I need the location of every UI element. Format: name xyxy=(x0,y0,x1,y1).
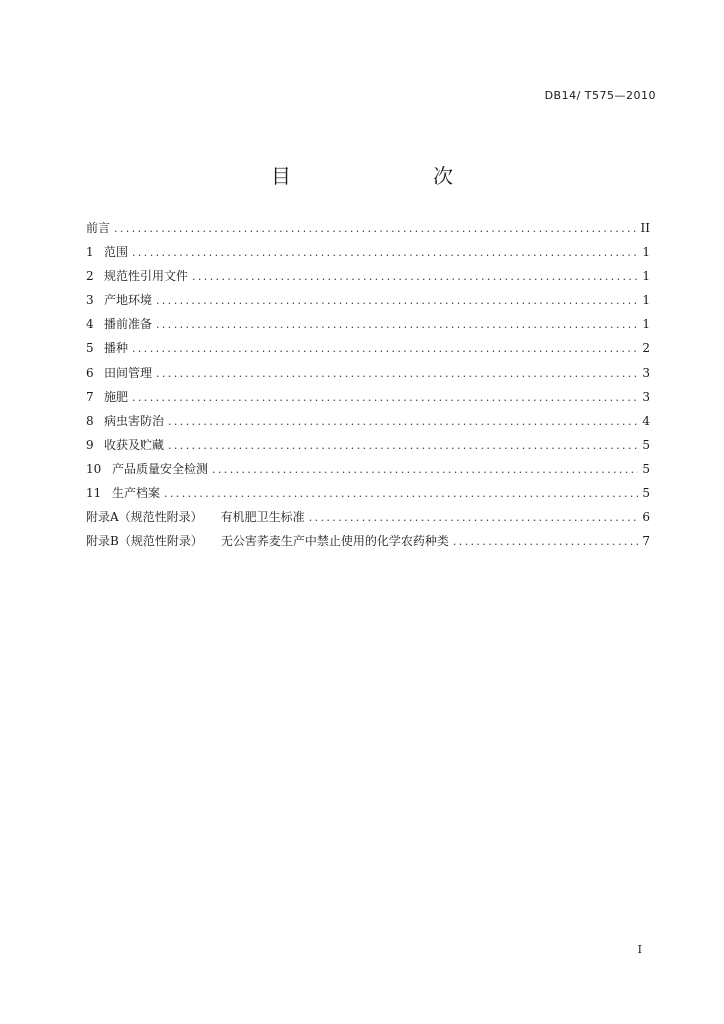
toc-entry-label: 田间管理 xyxy=(104,365,153,380)
toc-leader-dots xyxy=(132,386,638,410)
toc-entry-number: 8 xyxy=(86,413,94,428)
toc-entry-number: 1 xyxy=(86,245,94,260)
toc-entry-number: 6 xyxy=(86,365,94,380)
toc-entry-6[interactable] xyxy=(86,361,650,385)
toc-entry-label: 生产档案 xyxy=(112,486,161,501)
toc-leader-dots xyxy=(114,217,637,241)
toc-entry-page: 5 xyxy=(642,437,650,452)
page-number: I xyxy=(637,943,642,956)
toc-entry-2[interactable] xyxy=(86,264,650,288)
table-of-contents xyxy=(86,216,650,553)
toc-leader-dots xyxy=(132,241,638,265)
toc-appendix-prefix: 附录A（规范性附录） xyxy=(86,510,203,525)
toc-entry-label: 有机肥卫生标准 xyxy=(220,510,305,525)
toc-leader-dots xyxy=(212,458,638,482)
toc-entry-number: 5 xyxy=(86,341,94,356)
toc-entry-number: 3 xyxy=(86,293,94,308)
toc-entry-number: 9 xyxy=(86,437,94,452)
toc-entry-label: 施肥 xyxy=(104,389,129,404)
toc-entry-number: 4 xyxy=(86,317,94,332)
toc-entry-page: 1 xyxy=(642,317,650,332)
toc-entry-page: 4 xyxy=(642,413,650,428)
toc-entry-label: 规范性引用文件 xyxy=(104,269,189,284)
toc-leader-dots xyxy=(164,482,638,506)
toc-entry-label: 产品质量安全检测 xyxy=(112,461,209,476)
toc-entry-3[interactable] xyxy=(86,288,650,312)
page-title: 目 次 xyxy=(271,164,487,188)
toc-entry-number: 2 xyxy=(86,269,94,284)
toc-entry-number: 11 xyxy=(86,486,102,501)
toc-entry-page: 3 xyxy=(642,389,650,404)
toc-entry-page: 1 xyxy=(642,245,650,260)
toc-entry-page: 5 xyxy=(642,486,650,501)
toc-leader-dots xyxy=(309,506,638,530)
toc-entry-label: 收获及贮藏 xyxy=(104,437,165,452)
toc-leader-dots xyxy=(453,530,638,554)
toc-entry-appendix-a[interactable] xyxy=(86,505,650,529)
toc-leader-dots xyxy=(156,362,638,386)
toc-entry-4[interactable] xyxy=(86,312,650,336)
toc-entry-page: 5 xyxy=(642,461,650,476)
toc-leader-dots xyxy=(156,289,638,313)
toc-entry-label: 播种 xyxy=(104,341,129,356)
toc-entry-page: 2 xyxy=(642,341,650,356)
toc-entry-label: 范围 xyxy=(104,245,129,260)
toc-entry-7[interactable] xyxy=(86,385,650,409)
toc-entry-label: 前言 xyxy=(86,221,111,235)
toc-leader-dots xyxy=(168,410,638,434)
toc-entry-10[interactable] xyxy=(86,457,650,481)
toc-leader-dots xyxy=(132,337,638,361)
toc-entry-appendix-b[interactable] xyxy=(86,529,650,553)
toc-entry-page: 1 xyxy=(642,293,650,308)
toc-entry-page: 1 xyxy=(642,269,650,284)
toc-entry-page: II xyxy=(640,221,650,235)
toc-entry-label: 病虫害防治 xyxy=(104,413,165,428)
toc-entry-number: 7 xyxy=(86,389,94,404)
toc-entry-9[interactable] xyxy=(86,433,650,457)
toc-entry-label: 无公害荞麦生产中禁止使用的化学农药种类 xyxy=(220,534,449,549)
toc-entry-page: 6 xyxy=(642,510,650,525)
toc-appendix-prefix: 附录B（规范性附录） xyxy=(86,534,203,549)
toc-entry-1[interactable] xyxy=(86,240,650,264)
toc-entry-page: 7 xyxy=(642,534,650,549)
toc-entry-11[interactable] xyxy=(86,481,650,505)
toc-entry-label: 产地环境 xyxy=(104,293,153,308)
toc-entry-5[interactable] xyxy=(86,336,650,360)
toc-entry-foreword[interactable] xyxy=(86,216,650,240)
toc-leader-dots xyxy=(168,434,638,458)
toc-entry-page: 3 xyxy=(642,365,650,380)
toc-entry-number: 10 xyxy=(86,461,102,476)
standard-code: DB14/ T575—2010 xyxy=(544,89,656,102)
toc-entry-label: 播前准备 xyxy=(104,317,153,332)
toc-entry-8[interactable] xyxy=(86,409,650,433)
toc-leader-dots xyxy=(192,265,638,289)
toc-leader-dots xyxy=(156,313,638,337)
